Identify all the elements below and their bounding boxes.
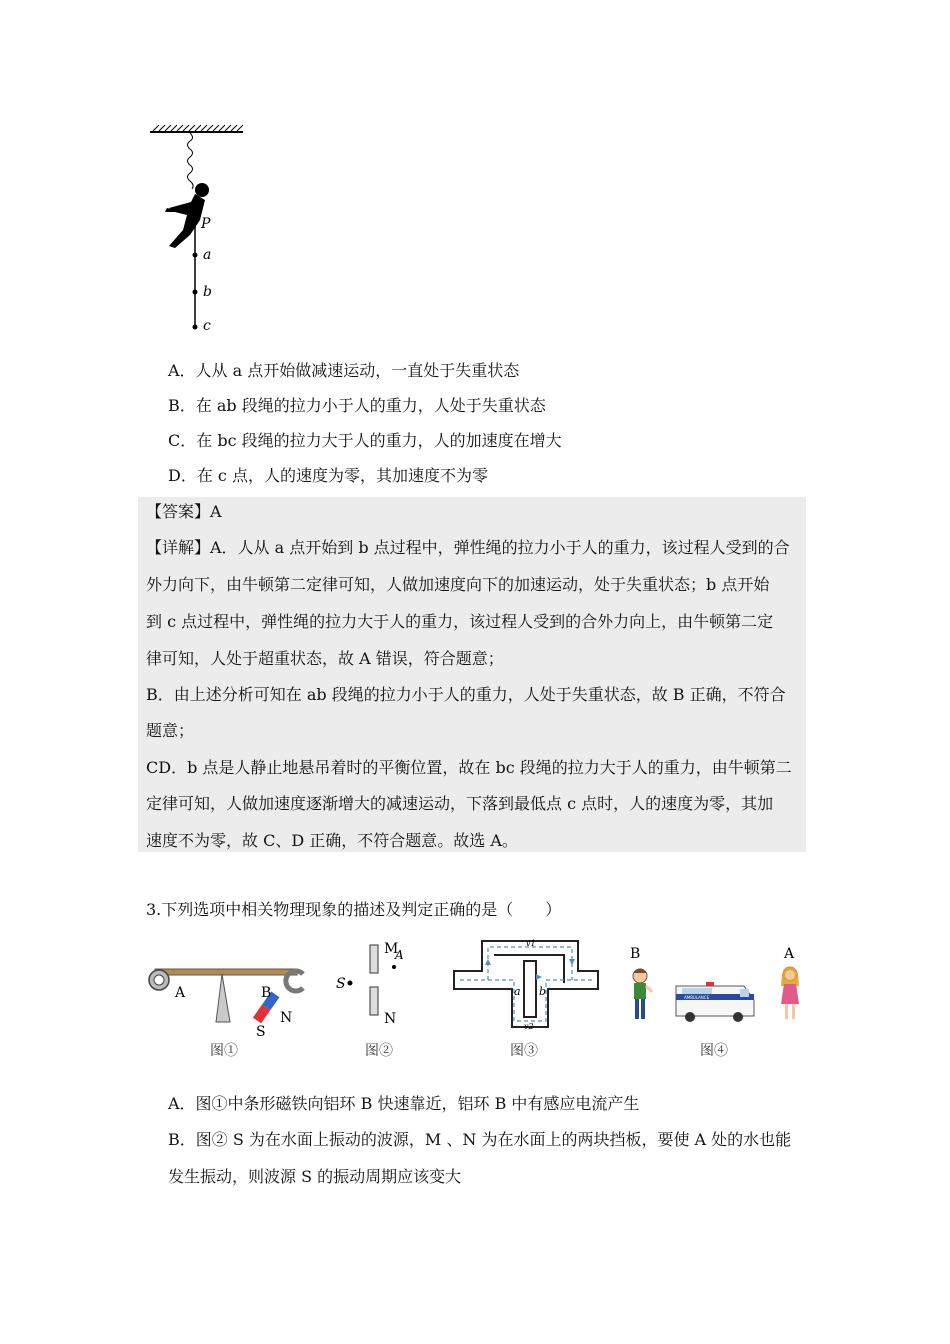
bungee-figure bbox=[145, 120, 255, 340]
figure-2-caption: 图② bbox=[365, 1043, 393, 1059]
fig4-label-b: B bbox=[630, 946, 641, 962]
fig3-label-a: a bbox=[514, 985, 521, 998]
q3-option-a[interactable]: A．图①中条形磁铁向铝环 B 快速靠近，铝环 B 中有感应电流产生 bbox=[168, 1094, 640, 1113]
explanation-line: B．由上述分析可知在 ab 段绳的拉力小于人的重力，人处于失重状态，故 B 正确，不符合 bbox=[146, 685, 786, 704]
option-b[interactable]: B．在 ab 段绳的拉力小于人的重力，人处于失重状态 bbox=[168, 396, 546, 415]
fig1-label-a: A bbox=[175, 985, 186, 1001]
option-c[interactable]: C．在 bc 段绳的拉力大于人的重力，人的加速度在增大 bbox=[168, 431, 562, 450]
explanation-line: 到 c 点过程中，弹性绳的拉力大于人的重力，该过程人受到的合外力向上，由牛顿第二定 bbox=[146, 612, 774, 631]
figure-1 bbox=[143, 962, 308, 1037]
explanation-line: 外力向下，由牛顿第二定律可知，人做加速度向下的加速运动，处于失重状态；b 点开始 bbox=[146, 575, 770, 594]
option-d[interactable]: D．在 c 点，人的速度为零，其加速度不为零 bbox=[168, 466, 488, 485]
label-a: a bbox=[203, 247, 212, 263]
explanation-line: CD．b 点是人静止地悬吊着时的平衡位置，故在 bc 段绳的拉力大于人的重力，由牛顿第二 bbox=[146, 758, 792, 777]
fig1-label-b: B bbox=[261, 985, 272, 1001]
explanation-line: 【详解】A．人从 a 点开始到 b 点过程中，弹性绳的拉力小于人的重力，该过程人受到的合 bbox=[146, 538, 790, 557]
figure-3-caption: 图③ bbox=[510, 1043, 538, 1059]
ambulance-icon bbox=[676, 982, 754, 1022]
explanation-line: 题意； bbox=[146, 721, 195, 740]
fig2-label-s: S bbox=[336, 976, 346, 992]
explanation-line: 律可知，人处于超重状态，故 A 错误，符合题意； bbox=[146, 649, 504, 668]
label-c: c bbox=[203, 318, 211, 334]
option-a[interactable]: A．人从 a 点开始做减速运动，一直处于失重状态 bbox=[168, 361, 520, 380]
label-b: b bbox=[203, 284, 212, 300]
question-3-title: 3.下列选项中相关物理现象的描述及判定正确的是（ ） bbox=[146, 900, 562, 919]
fig2-label-n: N bbox=[384, 1011, 397, 1027]
fig1-label-s: S bbox=[256, 1024, 266, 1037]
figure-4-caption: 图④ bbox=[700, 1043, 728, 1059]
fig3-label-v2: v2 bbox=[524, 1022, 534, 1031]
boy-icon bbox=[633, 969, 652, 1020]
fig4-label-a: A bbox=[784, 946, 795, 962]
q3-option-b[interactable]: B．图② S 为在水面上振动的波源，M 、N 为在水面上的两块挡板，要使 A 处的水也能 bbox=[168, 1130, 792, 1149]
girl-icon bbox=[781, 967, 799, 1019]
explanation-line: 定律可知，人做加速度逐渐增大的减速运动，下落到最低点 c 点时，人的速度为零，其加 bbox=[146, 794, 774, 813]
fig1-label-n: N bbox=[280, 1010, 293, 1026]
q3-option-b-cont: 发生振动，则波源 S 的振动周期应该变大 bbox=[168, 1167, 462, 1186]
fig2-label-m: M bbox=[384, 941, 399, 957]
figure-1-caption: 图① bbox=[210, 1043, 238, 1059]
label-p: P bbox=[201, 216, 211, 232]
answer-label: 【答案】A bbox=[146, 502, 222, 521]
figure-2 bbox=[332, 937, 412, 1029]
explanation-line: 速度不为零，故 C、D 正确，不符合题意。故选 A。 bbox=[146, 831, 518, 850]
fig2-label-a: A bbox=[395, 948, 404, 962]
figure-4 bbox=[626, 942, 810, 1027]
fig3-label-b: b bbox=[539, 985, 547, 998]
figure-3 bbox=[452, 937, 600, 1032]
fig3-label-v1: v1 bbox=[526, 939, 536, 948]
ambulance-text: AMBULANCE bbox=[684, 995, 710, 1000]
